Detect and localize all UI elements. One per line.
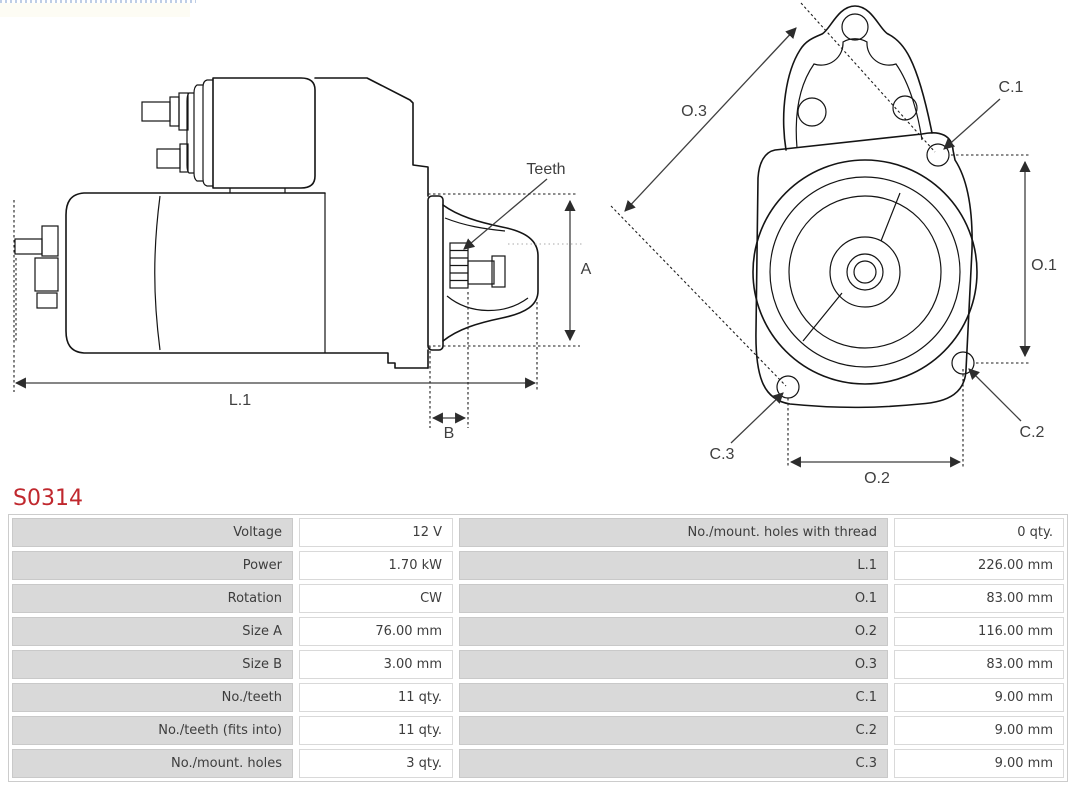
teeth-callout [464,161,566,249]
dimension-a [428,194,592,346]
spec-value: 226.00 mm [894,551,1064,580]
spec-label: O.2 [459,617,888,646]
motor-body [66,193,428,368]
spec-value: CW [299,584,453,613]
callout-c3 [710,393,783,463]
spec-value: 3.00 mm [299,650,453,679]
side-view-starter [14,78,592,442]
teeth-label: Teeth [526,161,566,178]
dim-o1-label: O.1 [1031,257,1057,274]
bracket-hole-right [893,96,917,120]
dim-b-label: B [443,425,455,442]
callout-c1 [944,79,1024,149]
spec-label: Size A [12,617,293,646]
spec-label: O.3 [459,650,888,679]
spec-label: No./teeth (fits into) [12,716,293,745]
dimension-b [430,292,468,442]
callout-c2 [969,369,1045,441]
spec-value: 11 qty. [299,683,453,712]
mounting-flange [756,133,972,408]
spec-label: Voltage [12,518,293,547]
spec-label: Power [12,551,293,580]
spec-label: Size B [12,650,293,679]
part-number: S0314 [13,486,83,511]
spec-label: No./teeth [12,683,293,712]
spec-value: 83.00 mm [894,584,1064,613]
spec-value: 11 qty. [299,716,453,745]
body-circles [753,160,977,384]
dim-a-label: A [580,261,592,278]
spec-value: 9.00 mm [894,683,1064,712]
hole-c1-label: C.1 [998,79,1024,96]
drive-end-housing [315,78,538,368]
spec-value: 9.00 mm [894,716,1064,745]
front-view-starter [611,3,1057,487]
spec-value: 76.00 mm [299,617,453,646]
spec-value: 9.00 mm [894,749,1064,778]
dimension-l1 [14,200,537,409]
dim-o3-label: O.3 [681,103,707,120]
rear-terminal-studs [15,226,58,343]
dimension-o2 [788,369,963,487]
dimension-o3 [611,3,935,386]
pinion-gear [450,243,505,288]
spec-label: O.1 [459,584,888,613]
bracket-hole-top [842,14,868,40]
spec-value: 12 V [299,518,453,547]
spec-value: 83.00 mm [894,650,1064,679]
hole-c3-label: C.3 [709,446,735,463]
spec-label: No./mount. holes [12,749,293,778]
spec-label: Rotation [12,584,293,613]
spec-label: C.1 [459,683,888,712]
solenoid-terminal-stud-lower [157,144,188,172]
spec-label: C.3 [459,749,888,778]
spec-label: C.2 [459,716,888,745]
solenoid-terminal-stud-upper [142,93,188,130]
dim-l1-label: L.1 [228,392,252,409]
bracket-hole-left [798,98,826,126]
spec-value: 3 qty. [299,749,453,778]
spec-value: 0 qty. [894,518,1064,547]
spec-label: L.1 [459,551,888,580]
dim-o2-label: O.2 [864,470,890,487]
spec-label: No./mount. holes with thread [459,518,888,547]
hole-c2-label: C.2 [1019,424,1045,441]
spec-value: 116.00 mm [894,617,1064,646]
spec-value: 1.70 kW [299,551,453,580]
top-bracket [784,6,932,150]
spec-table [8,514,1068,782]
solenoid [142,78,315,193]
